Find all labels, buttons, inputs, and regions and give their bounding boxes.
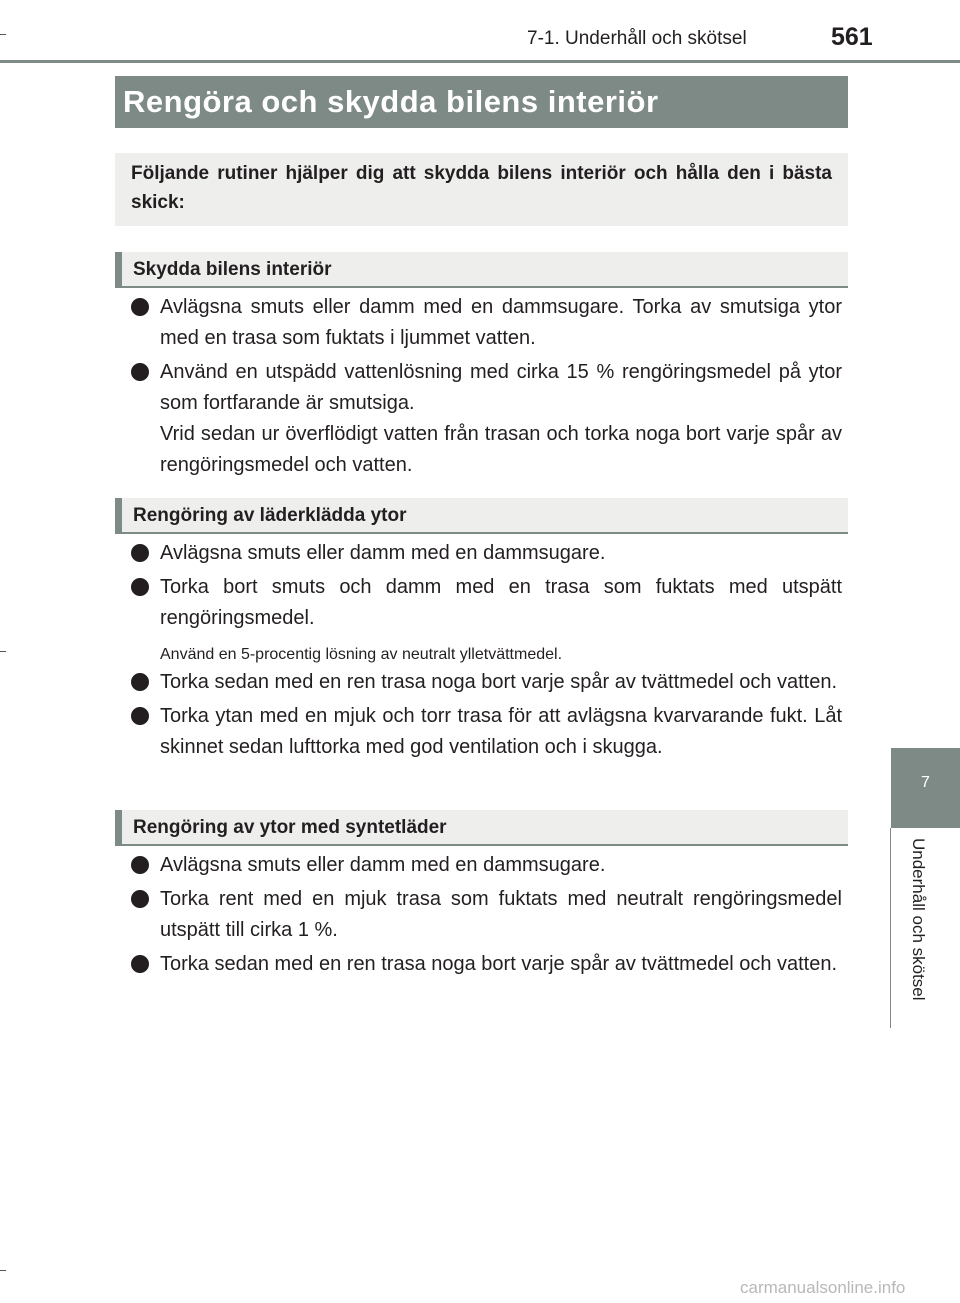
leather-note: Använd en 5-procentig lösning av neutralt ylletvättmedel. [160,646,563,663]
header-rule [0,60,960,63]
section-heading-synthetic: Rengöring av ytor med syntetläder [115,810,848,846]
crop-mark [0,651,6,652]
bullet-icon [131,544,149,562]
bullet-icon [131,955,149,973]
running-header-section: 7-1. Underhåll och skötsel [527,28,747,49]
bullet-icon [131,856,149,874]
list-item: Torka sedan med en ren trasa noga bort varje spår av tvättmedel och vatten. [131,949,842,980]
bullet-list-leather [131,538,842,637]
bullet-icon [131,298,149,316]
list-item: Använd en utspädd vattenlösning med cirka 15 % rengöringsmedel på ytor som fortfarande är smutsiga. Vrid sedan ur överflödigt vatten från trasan och torka noga bort varje spår av rengöringsmedel och vatten. [131,357,842,481]
list-item: Torka ytan med en mjuk och torr trasa för att avlägsna kvarvarande fukt. Låt skinnet sedan lufttorka med god ventilation och i skugga. [131,701,842,763]
chapter-tab: 7 [891,748,960,828]
bullet-icon [131,890,149,908]
list-item: Avlägsna smuts eller damm med en dammsugare. Torka av smutsiga ytor med en trasa som fuktats i ljummet vatten. [131,292,842,354]
crop-mark [0,34,6,35]
bullet-icon [131,578,149,596]
bullet-icon [131,363,149,381]
bullet-list-protect [131,292,842,484]
list-item: Avlägsna smuts eller damm med en dammsugare. [131,538,842,569]
list-item: Torka sedan med en ren trasa noga bort varje spår av tvättmedel och vatten. [131,667,842,698]
intro-box: Följande rutiner hjälper dig att skydda bilens interiör och hålla den i bästa skick: [115,153,848,226]
chapter-tab-rule [890,828,891,1028]
chapter-tab-label: Underhåll och skötsel [909,838,928,1001]
list-item: Torka rent med en mjuk trasa som fuktats med neutralt rengöringsmedel utspätt till cirka 1 %. [131,884,842,946]
page-title: Rengöra och skydda bilens interiör [115,76,848,128]
bullet-list-leather-cont [131,667,842,766]
list-item: Avlägsna smuts eller damm med en dammsugare. [131,850,842,881]
watermark: carmanualsonline.info [740,1278,906,1297]
section-heading-leather: Rengöring av läderklädda ytor [115,498,848,534]
bullet-icon [131,673,149,691]
page-number: 561 [831,23,873,51]
list-item: Torka bort smuts och damm med en trasa som fuktats med utspätt rengöringsmedel. [131,572,842,634]
crop-mark [0,1270,6,1271]
section-heading-protect: Skydda bilens interiör [115,252,848,288]
bullet-list-synthetic [131,850,842,983]
bullet-icon [131,707,149,725]
